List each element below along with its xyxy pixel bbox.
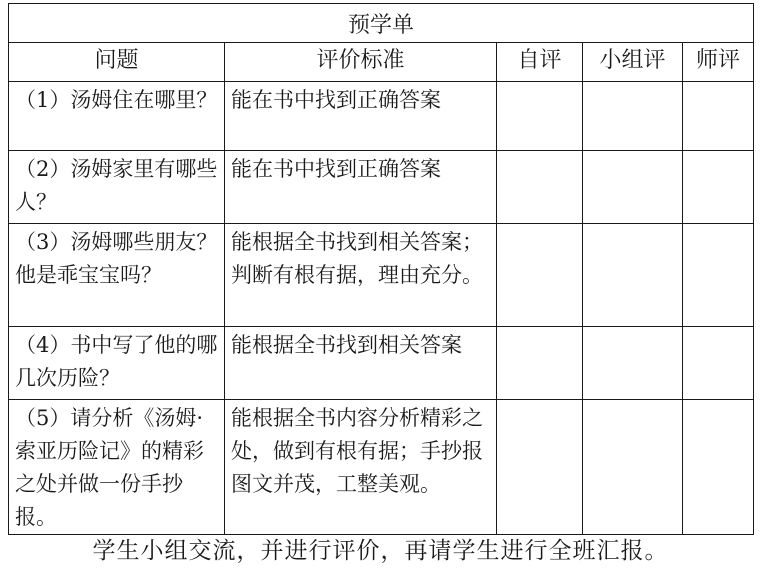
header-teacher-eval: 师评: [683, 43, 754, 82]
self-eval-cell[interactable]: [497, 400, 583, 535]
group-eval-cell[interactable]: [583, 82, 683, 151]
group-eval-cell[interactable]: [583, 327, 683, 400]
sheet-title: 预学单: [9, 4, 754, 43]
table-row: [9, 224, 754, 327]
teacher-eval-cell[interactable]: [683, 82, 754, 151]
header-group-eval: 小组评: [583, 43, 683, 82]
criteria-cell: 能根据全书找到相关答案；判断有根有据，理由充分。: [225, 224, 497, 327]
question-cell: （3）汤姆哪些朋友？他是乖宝宝吗？: [9, 224, 225, 327]
criteria-cell: 能在书中找到正确答案: [225, 82, 497, 151]
teacher-eval-cell[interactable]: [683, 224, 754, 327]
instruction-footer: 学生小组交流，并进行评价，再请学生进行全班汇报。: [92, 538, 669, 564]
table-row: [9, 82, 754, 151]
self-eval-cell[interactable]: [497, 224, 583, 327]
criteria-cell: 能在书中找到正确答案: [225, 151, 497, 224]
self-eval-cell[interactable]: [497, 82, 583, 151]
question-cell: （5）请分析《汤姆·索亚历险记》的精彩之处并做一份手抄报。: [9, 400, 225, 535]
table-row: [9, 400, 754, 535]
group-eval-cell[interactable]: [583, 224, 683, 327]
header-self-eval: 自评: [497, 43, 583, 82]
group-eval-cell[interactable]: [583, 151, 683, 224]
criteria-cell: 能根据全书内容分析精彩之处，做到有根有据；手抄报图文并茂，工整美观。: [225, 400, 497, 535]
self-eval-cell[interactable]: [497, 151, 583, 224]
self-eval-cell[interactable]: [497, 327, 583, 400]
header-criteria: 评价标准: [225, 43, 497, 82]
criteria-cell: 能根据全书找到相关答案: [225, 327, 497, 400]
teacher-eval-cell[interactable]: [683, 400, 754, 535]
question-cell: （4）书中写了他的哪几次历险？: [9, 327, 225, 400]
group-eval-cell[interactable]: [583, 400, 683, 535]
header-question: 问题: [9, 43, 225, 82]
table-row: [9, 327, 754, 400]
question-cell: （2）汤姆家里有哪些人？: [9, 151, 225, 224]
teacher-eval-cell[interactable]: [683, 327, 754, 400]
question-cell: （1）汤姆住在哪里？: [9, 82, 225, 151]
table-row: [9, 151, 754, 224]
preview-study-sheet-table: [8, 3, 754, 535]
teacher-eval-cell[interactable]: [683, 151, 754, 224]
